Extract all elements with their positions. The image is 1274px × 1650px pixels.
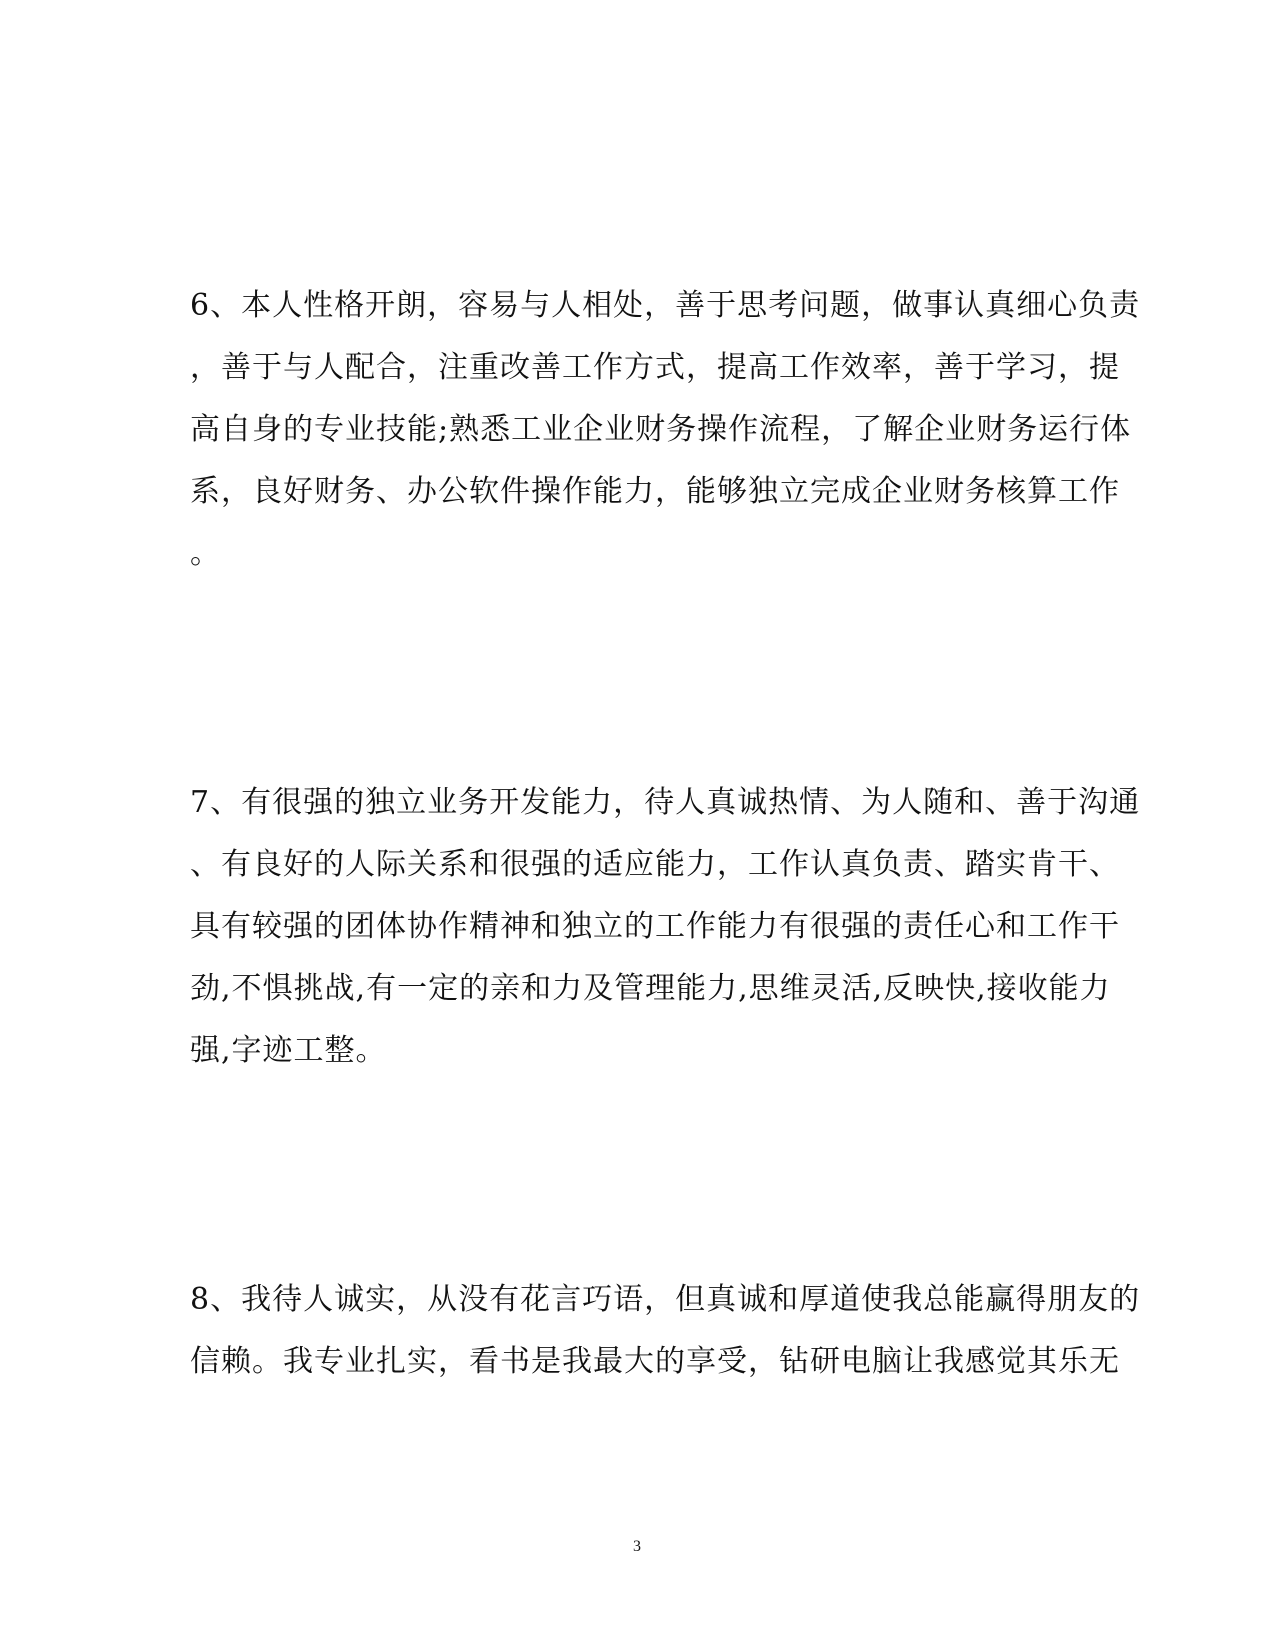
paragraph-7-line-3: 具有较强的团体协作精神和独立的工作能力有很强的责任心和工作干 bbox=[190, 909, 1120, 944]
paragraph-7-line-4: 劲,不惧挑战,有一定的亲和力及管理能力,思维灵活,反映快,接收能力 bbox=[190, 971, 1111, 1006]
paragraph-8-line-2: 信赖。我专业扎实，看书是我最大的享受，钻研电脑让我感觉其乐无 bbox=[190, 1344, 1120, 1379]
paragraph-7-line-1: 7、有很强的独立业务开发能力，待人真诚热情、为人随和、善于沟通 bbox=[190, 785, 1141, 820]
page-number: 3 bbox=[633, 1538, 641, 1555]
paragraph-6-line-4: 系，良好财务、办公软件操作能力，能够独立完成企业财务核算工作 bbox=[190, 474, 1120, 509]
paragraph-6-line-3: 高自身的专业技能;熟悉工业企业财务操作流程，了解企业财务运行体 bbox=[190, 412, 1132, 447]
paragraph-6-line-1: 6、本人性格开朗，容易与人相处，善于思考问题，做事认真细心负责 bbox=[190, 288, 1141, 323]
paragraph-8-line-1: 8、我待人诚实，从没有花言巧语，但真诚和厚道使我总能赢得朋友的 bbox=[190, 1282, 1141, 1317]
paragraph-7-line-5: 强,字迹工整。 bbox=[190, 1033, 387, 1068]
paragraph-6-line-2: ，善于与人配合，注重改善工作方式，提高工作效率，善于学习，提 bbox=[190, 350, 1120, 385]
paragraph-7-line-2: 、有良好的人际关系和很强的适应能力，工作认真负责、踏实肯干、 bbox=[190, 847, 1120, 882]
paragraph-6-line-5: 。 bbox=[190, 536, 221, 571]
